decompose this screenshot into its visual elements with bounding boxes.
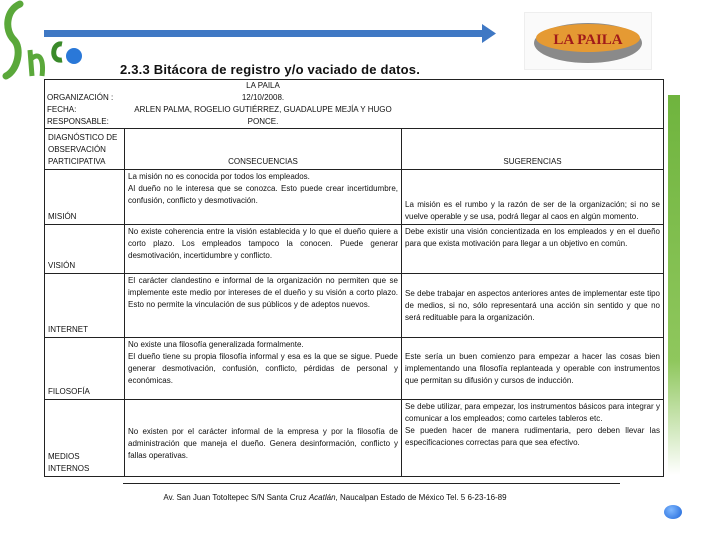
consecuencias-cell: El carácter clandestino e informal de la organización no permiten que se implemente este medio por intereses de el dueño y su visión a corto plazo. Esto no permite la vinculación de sus públicos y de adeptos nuevos.	[125, 274, 402, 338]
consecuencias-cell: La misión no es conocida por todos los empleados. Al dueño no le interesa que se conozca. Esto puede crear incertidumbre, confusión, conflicto y desmotivación.	[125, 170, 402, 225]
consecuencias-cell: No existen por el carácter informal de la empresa y por la filosofía de administración que maneja el dueño. Genera desinformación, conflicto y fallas operativas.	[125, 400, 402, 477]
column-diagnostico: DIAGNÓSTICO DE OBSERVACIÓN PARTICIPATIVA	[45, 129, 125, 170]
row-label: MISIÓN	[45, 170, 125, 225]
svg-text:LA PAILA: LA PAILA	[553, 32, 623, 48]
row-label: INTERNET	[45, 274, 125, 338]
arrow-decoration	[44, 22, 504, 44]
consecuencias-cell: No existe una filosofía generalizada formalmente. El dueño tiene su propia filosofía informal y esa es la que se sigue. Puede generar desmotivación, confusión, conflicto, pérdidas de personal y económicas.	[125, 338, 402, 400]
page-title: 2.3.3 Bitácora de registro y/o vaciado de datos.	[120, 62, 421, 77]
row-label: MEDIOS INTERNOS	[45, 400, 125, 477]
sugerencias-cell: Se debe utilizar, para empezar, los instrumentos básicos para integrar y comunicar a los empleados; como carteles tableros etc. Se pueden hacer de manera rudimentaria, pero deben llevar las especificaciones correctas para que sea efectivo.	[402, 400, 664, 477]
organization-value: LA PAILA	[246, 81, 280, 90]
table-row	[45, 170, 664, 225]
sugerencias-cell: Este sería un buen comienzo para empezar a hacer las cosas bien implementando una filosofía replanteada y operable con instrumentos que permitan su difusión y cursos de inducción.	[402, 338, 664, 400]
column-consecuencias: CONSECUENCIAS	[125, 129, 402, 170]
log-table	[44, 79, 664, 477]
green-side-bar	[668, 95, 680, 475]
responsible-value: ARLEN PALMA, ROGELIO GUTIÉRREZ, GUADALUPE MEJÍA Y HUGO	[134, 105, 392, 114]
footer-divider	[123, 483, 620, 484]
header-row	[45, 80, 664, 129]
footer-address: Av. San Juan Totoltepec S/N Santa Cruz Acatlán, Naucalpan Estado de México Tel. 5 6-23-16-89	[163, 493, 507, 502]
row-label: FILOSOFÍA	[45, 338, 125, 400]
label-responsable: RESPONSABLE:	[47, 117, 109, 126]
date-value: 12/10/2008.	[241, 93, 285, 102]
table-row	[45, 274, 664, 338]
blue-ball-icon	[664, 505, 682, 519]
sugerencias-cell: Debe existir una visión concientizada en los empleados y en el dueño para que exista motivación para llegar a un objetivo en común.	[402, 225, 664, 274]
label-fecha: FECHA:	[47, 105, 77, 114]
sugerencias-cell: Se debe trabajar en aspectos anteriores antes de implementar este tipo de medios, si no, sólo representará una acción sin sentido y que no será redituable para la organización.	[402, 274, 664, 338]
row-label: VISIÓN	[45, 225, 125, 274]
responsible-value-2: PONCE.	[247, 117, 279, 126]
column-sugerencias: SUGERENCIAS	[402, 129, 664, 170]
label-organizacion: ORGANIZACIÓN :	[47, 93, 114, 102]
table-row	[45, 225, 664, 274]
table-row	[45, 400, 664, 477]
column-header-row	[45, 129, 664, 170]
sugerencias-cell: La misión es el rumbo y la razón de ser de la organización; si no se vuelve operable y se usa, podrá llegar al caos en algún momento.	[402, 170, 664, 225]
consecuencias-cell: No existe coherencia entre la visión establecida y lo que el dueño quiere a corto plazo. Los empleados tampoco la conocen. Puede generar desmotivación, incertidumbre y conflicto.	[125, 225, 402, 274]
la-paila-logo	[524, 12, 652, 70]
table-row	[45, 338, 664, 400]
